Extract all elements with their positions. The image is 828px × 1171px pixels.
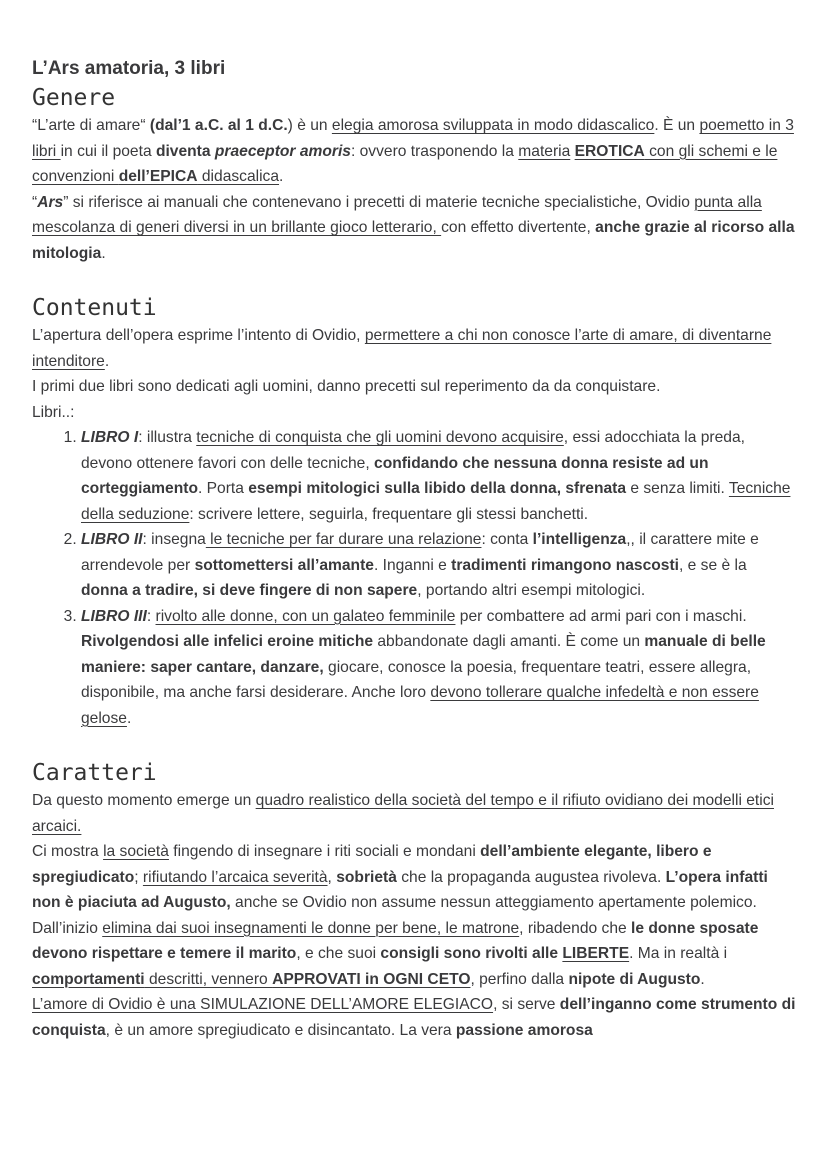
text-run: . È un — [654, 117, 700, 134]
text-run: dell’EPICA — [118, 168, 198, 185]
text-run: punta alla mescolanza di generi diversi in un brillante gioco letterario, — [32, 193, 762, 236]
text-run: descritti, vennero — [144, 970, 273, 988]
text-run: comportamenti — [32, 970, 145, 988]
text-run: , e se è la — [679, 556, 747, 574]
section-heading-contenuti: Contenuti — [32, 295, 157, 321]
text-run: LIBERTE — [562, 945, 630, 962]
section-gap — [32, 731, 796, 758]
text-run: rifiutando l’arcaica severità — [142, 868, 328, 886]
text-run: . — [700, 970, 705, 988]
text-run: materia — [518, 142, 571, 160]
text-run: con gli schemi e le convenzioni — [32, 142, 778, 185]
text-run: : ovvero trasponendo la — [350, 142, 519, 160]
text-run: , — [327, 868, 337, 886]
list-item-libro-2 — [81, 527, 796, 604]
section-heading-genere: Genere — [32, 85, 116, 111]
text-run: L’apertura dell’opera esprime l’intento di Ovidio, — [32, 327, 365, 344]
text-run: ,, il carattere mite e arrendevole per — [81, 531, 759, 574]
text-run: dell’inganno come strumento di conquista — [32, 996, 796, 1039]
books-list — [32, 425, 796, 731]
text-run: ; — [134, 868, 143, 886]
caratteri-paragraph-3 — [32, 992, 796, 1043]
text-run: “ — [32, 193, 38, 211]
text-run: consigli sono rivolti alle — [380, 945, 563, 962]
text-run: rivolto alle donne, con un galateo femminile — [155, 607, 456, 625]
text-run: Da questo momento emerge un — [32, 792, 256, 809]
text-run: sottomettersi all’amante — [194, 556, 374, 574]
text-run: LIBRO I — [81, 429, 139, 446]
text-run: , essi adocchiata la preda, devono ottenere favori con delle tecniche, — [81, 429, 745, 472]
text-run: , portando altri esempi mitologici. — [417, 582, 646, 599]
text-run: giocare, conosce la poesia, frequentare teatri, essere allegra, disponibile, ma anche farsi desiderare. Anche loro — [81, 658, 752, 701]
text-run: , si serve — [493, 996, 560, 1013]
text-run: confidando che nessuna donna resiste ad un corteggiamento — [81, 454, 709, 497]
text-run: EROTICA — [574, 142, 645, 160]
text-run: fingendo di insegnare i riti sociali e mondani — [168, 843, 481, 860]
text-run: ” si riferisce ai manuali che contenevano i precetti di materie tecniche specialistiche, Ovidio — [63, 193, 695, 211]
text-run: manuale di belle maniere: saper cantare, danzare, — [81, 633, 766, 676]
text-run: LIBRO II — [81, 531, 143, 548]
text-run: dell’ambiente elegante, libero e spregiudicato — [32, 843, 712, 886]
contenuti-paragraph-3: Libri..: — [32, 403, 75, 421]
document-title: L’Ars amatoria, 3 libri — [32, 58, 226, 79]
text-run: : illustra — [138, 429, 197, 446]
text-run: anche grazie al ricorso alla mitologia — [32, 219, 795, 262]
caratteri-paragraph-1 — [32, 788, 796, 839]
text-run: nipote di Augusto — [568, 970, 701, 988]
text-run: Tecniche della seduzione — [81, 480, 791, 523]
text-run: L’amore di Ovidio è una SIMULAZIONE DELL’AMORE ELEGIACO — [32, 996, 494, 1013]
text-run: elegia amorosa sviluppata in modo didascalico — [331, 117, 655, 134]
text-run: : conta — [481, 531, 533, 548]
text-run: . — [126, 709, 132, 727]
text-run: quadro realistico della società del tempo e il rifiuto ovidiano dei modelli etici arcaici. — [32, 792, 774, 835]
text-run: elimina dai suoi insegnamenti le donne per bene, le matrone — [102, 919, 520, 937]
text-run: Rivolgendosi alle infelici eroine mitiche — [81, 633, 374, 650]
text-run: tradimenti rimangono nascosti — [451, 556, 680, 574]
text-run: passione amorosa — [455, 1021, 593, 1039]
text-run: LIBRO III — [81, 607, 147, 625]
text-run: L’opera infatti non è piaciuta ad Augusto, — [32, 868, 768, 911]
text-run: la società — [103, 843, 169, 860]
text-run: sobrietà — [336, 868, 397, 886]
text-run: e senza limiti. — [626, 480, 729, 497]
text-run: didascalica — [197, 168, 280, 185]
text-run: Ars — [37, 193, 64, 211]
text-run: esempi mitologici sulla libido della donna, sfrenata — [248, 480, 627, 497]
contenuti-paragraph-1 — [32, 323, 796, 374]
text-run: anche se Ovidio non assume nessun atteggiamento apertamente polemico. Dall’inizio — [32, 894, 757, 937]
text-run: : insegna — [142, 531, 206, 548]
text-run: , ribadendo che — [519, 919, 632, 937]
text-run: ) è un — [287, 117, 332, 134]
text-run: con effetto divertente, — [441, 219, 596, 236]
text-run: , perfino dalla — [470, 970, 569, 988]
text-run: le donne sposate devono rispettare e temere il marito — [32, 919, 759, 962]
text-run: in cui il poeta — [60, 142, 156, 160]
text-run: . Inganni e — [373, 556, 452, 574]
text-run: l’intelligenza — [532, 531, 627, 548]
genere-paragraph-2 — [32, 190, 796, 267]
section-gap — [32, 266, 796, 293]
text-run: , è un amore spregiudicato e disincantato. La vera — [105, 1021, 456, 1039]
text-run: tecniche di conquista che gli uomini devono acquisire — [196, 429, 564, 446]
text-run: APPROVATI in OGNI CETO — [272, 970, 471, 988]
text-run: . — [101, 244, 106, 262]
text-run: praeceptor amoris — [214, 142, 351, 160]
text-run: donna a tradire, si deve fingere di non sapere — [81, 582, 418, 599]
text-run: . — [279, 168, 284, 185]
list-item-libro-1 — [81, 425, 796, 527]
text-run: le tecniche per far durare una relazione — [205, 531, 482, 548]
text-run: : — [146, 607, 156, 625]
text-run: abbandonate dagli amanti. È come un — [373, 633, 645, 650]
caratteri-paragraph-2 — [32, 839, 796, 992]
text-run: . — [104, 352, 110, 370]
genere-paragraph-1 — [32, 113, 796, 190]
text-run: diventa — [155, 142, 215, 160]
text-run: devono tollerare qualche infedeltà e non essere gelose — [81, 684, 759, 727]
text-run: . Porta — [197, 480, 249, 497]
text-run: . Ma in realtà i — [629, 945, 728, 962]
section-heading-caratteri: Caratteri — [32, 760, 157, 786]
text-run: : scrivere lettere, seguirla, frequentare gli stessi banchetti. — [189, 505, 589, 523]
text-run: Ci mostra — [32, 843, 104, 860]
text-run: che la propaganda augustea rivoleva. — [396, 868, 666, 886]
text-run: per combattere ad armi pari con i maschi. — [455, 607, 747, 625]
text-run: permettere a chi non conosce l’arte di amare, di diventarne intenditore — [32, 327, 772, 370]
text-run: (dal’1 a.C. al 1 d.C. — [149, 117, 288, 134]
contenuti-paragraph-2: I primi due libri sono dedicati agli uomini, danno precetti sul reperimento da da conquistare. — [32, 378, 661, 395]
text-run: poemetto in 3 libri — [32, 117, 794, 160]
list-item-libro-3 — [81, 604, 796, 732]
text-run: “L’arte di amare“ — [32, 117, 150, 134]
text-run: , e che suoi — [296, 945, 381, 962]
